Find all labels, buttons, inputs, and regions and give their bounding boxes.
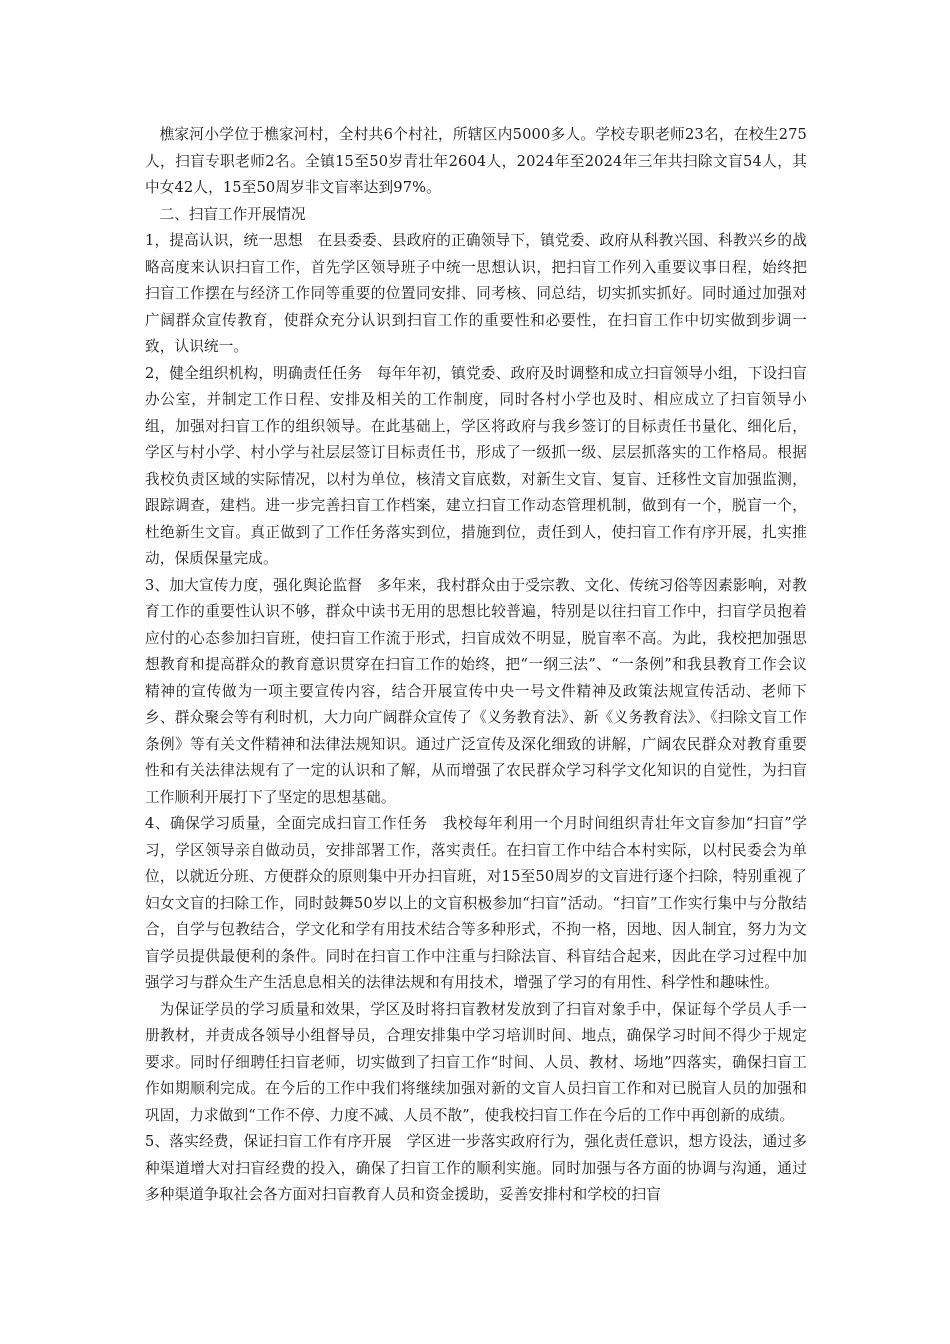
paragraph-item-4-quality: 4、确保学习质量，全面完成扫盲工作任务 我校每年利用一个月时间组织青壮年文盲参加“扫盲”学习，学区领导亲自做动员，安排部署工作，落实责任。在扫盲工作中结合本村实际，以村民委会为单位，以就近分班、方便群众的原则集中开办扫盲班，对15至50周岁的文盲进行逐个扫除，特别重视了妇女文盲的扫除工作，同时鼓舞50岁以上的文盲积极参加“扫盲”活动。“扫盲”工作实行集中与分散结合，自学与包教结合，学文化和学有用技术结合等多种形式，不拘一格，因地、因人制宜，努力为文盲学员提供最便利的条件。同时在扫盲工作中注重与扫除法盲、科盲结合起来，因此在学习过程中加强学习与群众生产生活息息相关的法律法规和有用技术，增强了学习的有用性、科学性和趣味性。 [145, 815, 807, 991]
paragraph-item-2-organization: 2，健全组织机构，明确责任任务 每年年初，镇党委、政府及时调整和成立扫盲领导小组，下设扫盲办公室，并制定工作日程、安排及相关的工作制度，同时各村小学也及时、相应成立了扫盲领导小组，加强对扫盲工作的组织领导。在此基础上，学区将政府与我乡签订的目标责任书量化、细化后，学区与村小学、村小学与社层层签订目标责任书，形成了一级抓一级、层层抓落实的工作格局。根据我校负责区域的实际情况，以村为单位，核清文盲底数，对新生文盲、复盲、迁移性文盲加强监测，跟踪调查，建档。进一步完善扫盲工作档案，建立扫盲工作动态管理机制，做到有一个，脱盲一个，杜绝新生文盲。真正做到了工作任务落实到位，措施到位，责任到人，使扫盲工作有序开展，扎实推动，保质保量完成。 [145, 364, 807, 567]
paragraph-item-3-publicity: 3、加大宣传力度，强化舆论监督 多年来，我村群众由于受宗教、文化、传统习俗等因素影响，对教育工作的重要性认识不够，群众中读书无用的思想比较普遍，特别是以往扫盲工作中，扫盲学员抱着应付的心态参加扫盲班，使扫盲工作流于形式，扫盲成效不明显，脱盲率不高。为此，我校把加强思想教育和提高群众的教育意识贯穿在扫盲工作的始终，把“一纲三法”、“一条例”和我县教育工作会议精神的宣传做为一项主要宣传内容，结合开展宣传中央一号文件精神及政策法规宣传活动、老师下乡、群众聚会等有利时机，大力向广阔群众宣传了《义务教育法》、新《义务教育法》、《扫除文盲工作条例》等有关文件精神和法律法规知识。通过广泛宣传及深化细致的讲解，广阔农民群众对教育重要性和有关法律法规有了一定的认识和了解，从而增强了农民群众学习科学文化知识的自觉性，为扫盲工作顺利开展打下了坚定的思想基础。 [145, 576, 807, 806]
paragraph-learning-guarantee: 为保证学员的学习质量和效果，学区及时将扫盲教材发放到了扫盲对象手中，保证每个学员人手一册教材，并责成各领导小组督导员，合理安排集中学习培训时间、地点，确保学习时间不得少于规定要求。同时仔细聘任扫盲老师，切实做到了扫盲工作“时间、人员、教材、场地”四落实，确保扫盲工作如期顺利完成。在今后的工作中我们将继续加强对新的文盲人员扫盲工作和对已脱盲人员的加强和巩固，力求做到“工作不停、力度不减、人员不散”，使我校扫盲工作在今后的工作中再创新的成绩。 [145, 1000, 807, 1124]
paragraph-school-overview: 樵家河小学位于樵家河村，全村共6个村社，所辖区内5000多人。学校专职老师23名，在校生275人，扫盲专职老师2名。全镇15至50岁青壮年2604人，2024年至2024年三年共扫除文盲54人，其中女42人，15至50周岁非文盲率达到97%。 [145, 126, 807, 196]
document-body [145, 122, 807, 1209]
paragraph-item-5-funding: 5、落实经费，保证扫盲工作有序开展 学区进一步落实政府行为，强化责任意识，想方设法，通过多种渠道增大对扫盲经费的投入，确保了扫盲工作的顺利实施。同时加强与各方面的协调与沟通，通过多种渠道争取社会各方面对扫盲教育人员和资金援助，妥善安排村和学校的扫盲 [145, 1133, 807, 1203]
paragraph-item-1-awareness: 1，提高认识，统一思想 在县委委、县政府的正确领导下，镇党委、政府从科教兴国、科教兴乡的战略高度来认识扫盲工作，首先学区领导班子中统一思想认识，把扫盲工作列入重要议事日程，始终把扫盲工作摆在与经济工作同等重要的位置同安排、同考核、同总结，切实抓实抓好。同时通过加强对广阔群众宣传教育，使群众充分认识到扫盲工作的重要性和必要性，在扫盲工作中切实做到步调一致，认识统一。 [145, 232, 807, 355]
section-heading-literacy-work: 二、扫盲工作开展情况 [159, 205, 306, 223]
